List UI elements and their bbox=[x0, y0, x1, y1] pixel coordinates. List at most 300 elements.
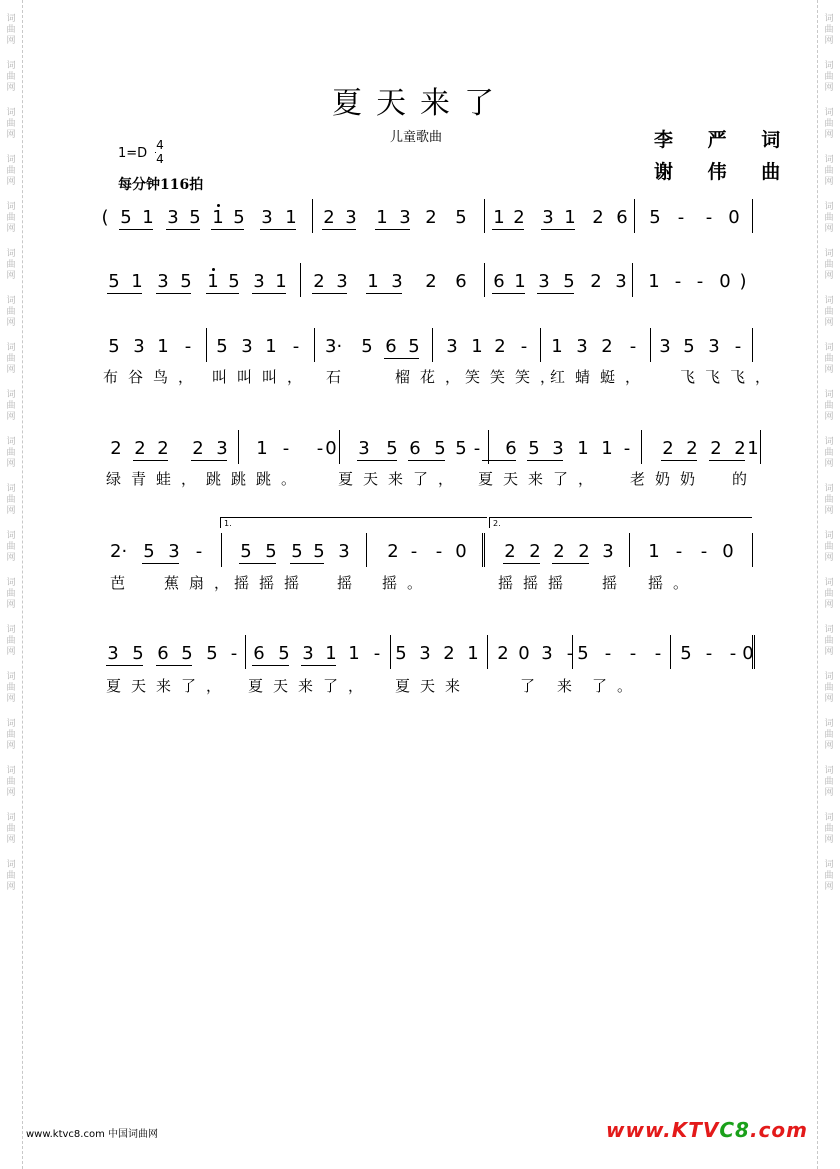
note: 5 bbox=[189, 207, 201, 228]
barline bbox=[752, 199, 753, 233]
note: 1 bbox=[265, 336, 277, 357]
barline bbox=[482, 533, 485, 567]
lyric-text: 笑笑笑， bbox=[465, 368, 566, 386]
note: 0 bbox=[325, 438, 337, 459]
note: 3 bbox=[358, 438, 370, 459]
note: 5 bbox=[143, 541, 155, 562]
barline bbox=[540, 328, 541, 362]
note: 1 bbox=[256, 438, 268, 459]
beam-underline bbox=[527, 460, 563, 461]
note: 5 bbox=[180, 271, 192, 292]
score-line bbox=[0, 271, 840, 321]
dash-note: - bbox=[566, 643, 574, 664]
note: 2 bbox=[578, 541, 590, 562]
watermark-text: 词 曲 网 bbox=[824, 437, 834, 469]
note: ( bbox=[101, 207, 109, 228]
watermark-text: 词 曲 网 bbox=[824, 672, 834, 704]
note: 6 bbox=[253, 643, 265, 664]
note: 3 bbox=[541, 643, 553, 664]
barline bbox=[572, 635, 573, 669]
note: 3 bbox=[107, 643, 119, 664]
note: 3 bbox=[253, 271, 265, 292]
note: 3 bbox=[552, 438, 564, 459]
dash-note: - bbox=[604, 643, 612, 664]
watermark-text: 词 曲 网 bbox=[6, 531, 16, 563]
note: 6 bbox=[409, 438, 421, 459]
note: 5 bbox=[577, 643, 589, 664]
note: 5 bbox=[108, 271, 120, 292]
dash-note: - bbox=[373, 643, 381, 664]
watermark-text: 词 曲 网 bbox=[6, 719, 16, 751]
dash-note: - bbox=[729, 643, 737, 664]
note: 2 bbox=[157, 438, 169, 459]
lyric-line bbox=[0, 470, 840, 520]
note: 1 bbox=[348, 643, 360, 664]
note: 3 bbox=[538, 271, 550, 292]
note: 5 bbox=[680, 643, 692, 664]
note: 5 bbox=[240, 541, 252, 562]
lyric-text: 摇摇摇 bbox=[498, 574, 574, 592]
lyric-text: 了 bbox=[520, 677, 546, 695]
dash-note: - bbox=[696, 271, 704, 292]
time-signature-top: 4 bbox=[156, 138, 164, 152]
beam-underline bbox=[709, 460, 745, 461]
dash-note: - bbox=[410, 541, 418, 562]
watermark-text: 词 曲 网 bbox=[6, 578, 16, 610]
note: 5 bbox=[181, 643, 193, 664]
logo-part-www: www. bbox=[606, 1118, 672, 1142]
barline bbox=[206, 328, 207, 362]
watermark-text: 词 曲 网 bbox=[6, 249, 16, 281]
note: 5 bbox=[528, 438, 540, 459]
watermark-text: 词 曲 网 bbox=[6, 625, 16, 657]
note: 6 bbox=[505, 438, 517, 459]
note: 0 bbox=[455, 541, 467, 562]
time-signature bbox=[155, 138, 165, 166]
note: 1 bbox=[157, 336, 169, 357]
beam-underline bbox=[156, 293, 191, 294]
note: 3 bbox=[216, 438, 228, 459]
barline bbox=[670, 635, 671, 669]
tempo-marking: 每分钟116拍 bbox=[118, 177, 204, 193]
watermark-text: 词 曲 网 bbox=[824, 155, 834, 187]
note: 3 bbox=[157, 271, 169, 292]
watermark-text: 词 曲 网 bbox=[824, 296, 834, 328]
dash-note: - bbox=[677, 207, 685, 228]
time-signature-bottom: 4 bbox=[156, 152, 164, 166]
barline bbox=[300, 263, 301, 297]
note: 2 bbox=[513, 207, 525, 228]
dash-note: - bbox=[195, 541, 203, 562]
note: 2 bbox=[387, 541, 399, 562]
note: 3 bbox=[345, 207, 357, 228]
volta-number: 1. bbox=[224, 519, 232, 528]
dash-note: - bbox=[705, 207, 713, 228]
dash-note: - bbox=[184, 336, 192, 357]
lyric-text: 摇 bbox=[337, 574, 363, 592]
lyric-text: 夏天来了， bbox=[106, 677, 232, 695]
note: 0 bbox=[722, 541, 734, 562]
watermark-text: 词 曲 网 bbox=[6, 766, 16, 798]
watermark-text: 词 曲 网 bbox=[824, 813, 834, 845]
note: 2 bbox=[504, 541, 516, 562]
note: 1 bbox=[131, 271, 143, 292]
beam-underline bbox=[322, 229, 356, 230]
note: 3· bbox=[325, 336, 343, 357]
lyric-text: 夏天来了， bbox=[248, 677, 374, 695]
note: 1 bbox=[551, 336, 563, 357]
note: 2 bbox=[443, 643, 455, 664]
note: 2 bbox=[134, 438, 146, 459]
note: 1 bbox=[212, 207, 224, 228]
note: 3 bbox=[133, 336, 145, 357]
footer-site-logo bbox=[606, 1118, 808, 1142]
note: 1 bbox=[376, 207, 388, 228]
note: 5 bbox=[265, 541, 277, 562]
note: 5 bbox=[434, 438, 446, 459]
barline bbox=[650, 328, 651, 362]
lyric-text: 石 bbox=[326, 368, 352, 386]
watermark-text: 词 曲 网 bbox=[824, 766, 834, 798]
note: 0 bbox=[719, 271, 731, 292]
note: 6 bbox=[157, 643, 169, 664]
beam-underline bbox=[375, 229, 410, 230]
watermark-text: 词 曲 网 bbox=[824, 202, 834, 234]
dash-note: - bbox=[654, 643, 662, 664]
watermark-text: 词 曲 网 bbox=[824, 14, 834, 46]
watermark-text: 词 曲 网 bbox=[824, 249, 834, 281]
lyric-text: 夏天来了， bbox=[338, 470, 464, 488]
lyric-text: 老奶奶 bbox=[630, 470, 706, 488]
barline bbox=[238, 430, 239, 464]
note: 3 bbox=[336, 271, 348, 292]
note: 3 bbox=[542, 207, 554, 228]
note: 3 bbox=[168, 541, 180, 562]
beam-underline bbox=[366, 293, 402, 294]
note: 2 bbox=[590, 271, 602, 292]
lyric-text: 榴花， bbox=[395, 368, 471, 386]
watermark-text: 词 曲 网 bbox=[6, 296, 16, 328]
dash-note: - bbox=[734, 336, 742, 357]
watermark-text: 词 曲 网 bbox=[824, 108, 834, 140]
note: 5 bbox=[108, 336, 120, 357]
barline bbox=[629, 533, 630, 567]
note: 2 bbox=[110, 438, 122, 459]
note: 1 bbox=[142, 207, 154, 228]
dash-note: - bbox=[623, 438, 631, 459]
watermark-text: 词 曲 网 bbox=[6, 390, 16, 422]
note: 2 bbox=[425, 271, 437, 292]
beam-underline bbox=[107, 293, 142, 294]
note: 3 bbox=[167, 207, 179, 228]
lyric-text: 夏天来 bbox=[395, 677, 471, 695]
note: 1 bbox=[648, 271, 660, 292]
watermark-text: 词 曲 网 bbox=[824, 719, 834, 751]
beam-underline bbox=[206, 293, 239, 294]
note: 3 bbox=[576, 336, 588, 357]
dash-note: - bbox=[282, 438, 290, 459]
octave-dot bbox=[217, 204, 220, 207]
credits bbox=[654, 124, 794, 188]
note: 5 bbox=[206, 643, 218, 664]
note: 2 bbox=[497, 643, 509, 664]
lyric-text: 蕉扇， bbox=[164, 574, 240, 592]
barline bbox=[641, 430, 642, 464]
note: 5 bbox=[683, 336, 695, 357]
dash-note: - bbox=[629, 643, 637, 664]
note: 5 bbox=[313, 541, 325, 562]
beam-underline bbox=[252, 665, 289, 666]
note: 3 bbox=[615, 271, 627, 292]
beam-underline bbox=[260, 229, 296, 230]
beam-underline bbox=[503, 563, 540, 564]
note: 3 bbox=[446, 336, 458, 357]
note: 5 bbox=[278, 643, 290, 664]
note: 1 bbox=[285, 207, 297, 228]
watermark-text: 词 曲 网 bbox=[6, 202, 16, 234]
dash-note: - bbox=[520, 336, 528, 357]
watermark-text: 词 曲 网 bbox=[824, 61, 834, 93]
barline bbox=[487, 635, 488, 669]
beam-underline bbox=[537, 293, 574, 294]
note: 1 bbox=[648, 541, 660, 562]
barline bbox=[339, 430, 340, 464]
beam-underline bbox=[106, 665, 143, 666]
note: 5 bbox=[563, 271, 575, 292]
note: 3 bbox=[261, 207, 273, 228]
watermark-text: 词 曲 网 bbox=[824, 343, 834, 375]
watermark-text: 词 曲 网 bbox=[6, 672, 16, 704]
note: 2 bbox=[313, 271, 325, 292]
barline bbox=[752, 635, 755, 669]
note: 2 bbox=[323, 207, 335, 228]
beam-underline bbox=[482, 460, 516, 461]
note: 1 bbox=[564, 207, 576, 228]
note: 5 bbox=[455, 438, 467, 459]
watermark-text: 词 曲 网 bbox=[6, 14, 16, 46]
note: 2 bbox=[601, 336, 613, 357]
note: 5 bbox=[120, 207, 132, 228]
beam-underline bbox=[661, 460, 697, 461]
beam-underline bbox=[357, 460, 397, 461]
dash-note: - bbox=[316, 438, 324, 459]
octave-dot bbox=[212, 268, 215, 271]
logo-part-c8: C8 bbox=[719, 1118, 750, 1142]
barline bbox=[634, 199, 635, 233]
composer: 谢 伟 曲 bbox=[654, 161, 795, 183]
lyric-text: 的 bbox=[732, 470, 758, 488]
note: 3 bbox=[399, 207, 411, 228]
note: 3 bbox=[708, 336, 720, 357]
lyric-text: 红蜻蜓， bbox=[550, 368, 651, 386]
watermark-text: 词 曲 网 bbox=[824, 484, 834, 516]
watermark-text: 词 曲 网 bbox=[6, 108, 16, 140]
dash-note: - bbox=[674, 271, 682, 292]
dash-note: - bbox=[473, 438, 481, 459]
watermark-text: 词 曲 网 bbox=[6, 61, 16, 93]
lyric-text: 叫叫叫， bbox=[212, 368, 313, 386]
lyric-text: 来 bbox=[557, 677, 583, 695]
lyric-text: 摇。 bbox=[382, 574, 433, 592]
watermark-text: 词 曲 网 bbox=[824, 625, 834, 657]
lyric-text: 了。 bbox=[592, 677, 643, 695]
dash-note: - bbox=[435, 541, 443, 562]
lyricist: 李 严 词 bbox=[654, 129, 795, 151]
barline bbox=[314, 328, 315, 362]
song-title: 夏天来了 bbox=[332, 86, 508, 121]
volta-number: 2. bbox=[493, 519, 501, 528]
dash-note: - bbox=[230, 643, 238, 664]
barline bbox=[366, 533, 367, 567]
watermark-text: 词 曲 网 bbox=[6, 813, 16, 845]
note: 2 bbox=[592, 207, 604, 228]
watermark-text: 词 曲 网 bbox=[6, 860, 16, 892]
note: 5 bbox=[233, 207, 245, 228]
note: 6 bbox=[493, 271, 505, 292]
note: 1 bbox=[275, 271, 287, 292]
beam-underline bbox=[552, 563, 589, 564]
note: 2 bbox=[710, 438, 722, 459]
note: 1 bbox=[514, 271, 526, 292]
watermark-text: 词 曲 网 bbox=[6, 484, 16, 516]
watermark-text: 词 曲 网 bbox=[6, 343, 16, 375]
beam-underline bbox=[312, 293, 347, 294]
lyric-line bbox=[0, 368, 840, 418]
note: 1 bbox=[207, 271, 219, 292]
note: 0 bbox=[728, 207, 740, 228]
note: ) bbox=[739, 271, 747, 292]
beam-underline bbox=[384, 358, 419, 359]
note: 2 bbox=[529, 541, 541, 562]
barline bbox=[632, 263, 633, 297]
beam-underline bbox=[492, 229, 524, 230]
barline bbox=[245, 635, 246, 669]
dash-note: - bbox=[700, 541, 708, 562]
beam-underline bbox=[290, 563, 324, 564]
barline bbox=[484, 199, 485, 233]
note: 5 bbox=[216, 336, 228, 357]
note: 2 bbox=[734, 438, 746, 459]
note: 3 bbox=[659, 336, 671, 357]
barline bbox=[432, 328, 433, 362]
note: 5 bbox=[132, 643, 144, 664]
note: 3 bbox=[241, 336, 253, 357]
beam-underline bbox=[492, 293, 525, 294]
note: 2 bbox=[553, 541, 565, 562]
note: 3 bbox=[602, 541, 614, 562]
note: 3 bbox=[302, 643, 314, 664]
beam-underline bbox=[191, 460, 227, 461]
beam-underline bbox=[408, 460, 445, 461]
note: 5 bbox=[408, 336, 420, 357]
beam-underline bbox=[133, 460, 168, 461]
note: 3 bbox=[391, 271, 403, 292]
note: 0 bbox=[742, 643, 754, 664]
beam-underline bbox=[239, 563, 276, 564]
note: 5 bbox=[361, 336, 373, 357]
lyric-text: 摇摇摇 bbox=[234, 574, 310, 592]
lyric-text: 夏天来了， bbox=[478, 470, 604, 488]
watermark-text: 词 曲 网 bbox=[824, 390, 834, 422]
note: 5 bbox=[395, 643, 407, 664]
note: 6 bbox=[616, 207, 628, 228]
beam-underline bbox=[156, 665, 192, 666]
watermark-text: 词 曲 网 bbox=[824, 860, 834, 892]
barline bbox=[221, 533, 222, 567]
note: 5 bbox=[228, 271, 240, 292]
beam-underline bbox=[142, 563, 179, 564]
barline bbox=[752, 328, 753, 362]
dash-note: - bbox=[675, 541, 683, 562]
lyric-line bbox=[0, 574, 840, 624]
note: 2 bbox=[192, 438, 204, 459]
lyric-line bbox=[0, 677, 840, 727]
note: 2 bbox=[494, 336, 506, 357]
note: 6 bbox=[455, 271, 467, 292]
volta-bracket bbox=[220, 517, 487, 528]
footer-site-text: www.ktvc8.com 中国词曲网 bbox=[26, 1129, 159, 1140]
beam-underline bbox=[119, 229, 153, 230]
note: 1 bbox=[325, 643, 337, 664]
note: 1 bbox=[467, 643, 479, 664]
note: 3 bbox=[419, 643, 431, 664]
key-signature: 1=D bbox=[118, 146, 148, 161]
note: 5 bbox=[291, 541, 303, 562]
note: 1 bbox=[577, 438, 589, 459]
logo-part-ktv: KTV bbox=[671, 1118, 720, 1142]
score-line bbox=[0, 207, 840, 257]
note: 5 bbox=[649, 207, 661, 228]
beam-underline bbox=[541, 229, 575, 230]
note: 2 bbox=[425, 207, 437, 228]
lyric-text: 绿青蛙，跳跳跳。 bbox=[106, 470, 307, 488]
dash-note: - bbox=[292, 336, 300, 357]
lyric-text: 摇。 bbox=[648, 574, 699, 592]
dash-note: - bbox=[629, 336, 637, 357]
note: 2 bbox=[686, 438, 698, 459]
watermark-text: 词 曲 网 bbox=[6, 437, 16, 469]
barline bbox=[312, 199, 313, 233]
note: 1 bbox=[601, 438, 613, 459]
barline bbox=[488, 430, 489, 464]
barline bbox=[484, 263, 485, 297]
barline bbox=[752, 533, 753, 567]
lyric-text: 芭 bbox=[110, 574, 136, 592]
watermark-text: 词 曲 网 bbox=[6, 155, 16, 187]
note: 0 bbox=[518, 643, 530, 664]
note: 5 bbox=[386, 438, 398, 459]
beam-underline bbox=[301, 665, 336, 666]
note: 6 bbox=[385, 336, 397, 357]
barline bbox=[390, 635, 391, 669]
note: 1 bbox=[493, 207, 505, 228]
watermark-text: 词 曲 网 bbox=[824, 578, 834, 610]
note: 2 bbox=[662, 438, 674, 459]
logo-part-com: .com bbox=[749, 1118, 809, 1142]
song-genre: 儿童歌曲 bbox=[390, 130, 443, 145]
lyric-text: 摇 bbox=[602, 574, 628, 592]
note: 1 bbox=[747, 438, 759, 459]
note: 1 bbox=[367, 271, 379, 292]
note: 5 bbox=[455, 207, 467, 228]
volta-bracket bbox=[489, 517, 752, 528]
dash-note: - bbox=[705, 643, 713, 664]
beam-underline bbox=[252, 293, 286, 294]
note: 3 bbox=[338, 541, 350, 562]
lyric-text: 飞飞飞， bbox=[680, 368, 781, 386]
lyric-text: 布谷鸟， bbox=[103, 368, 204, 386]
beam-underline bbox=[166, 229, 200, 230]
